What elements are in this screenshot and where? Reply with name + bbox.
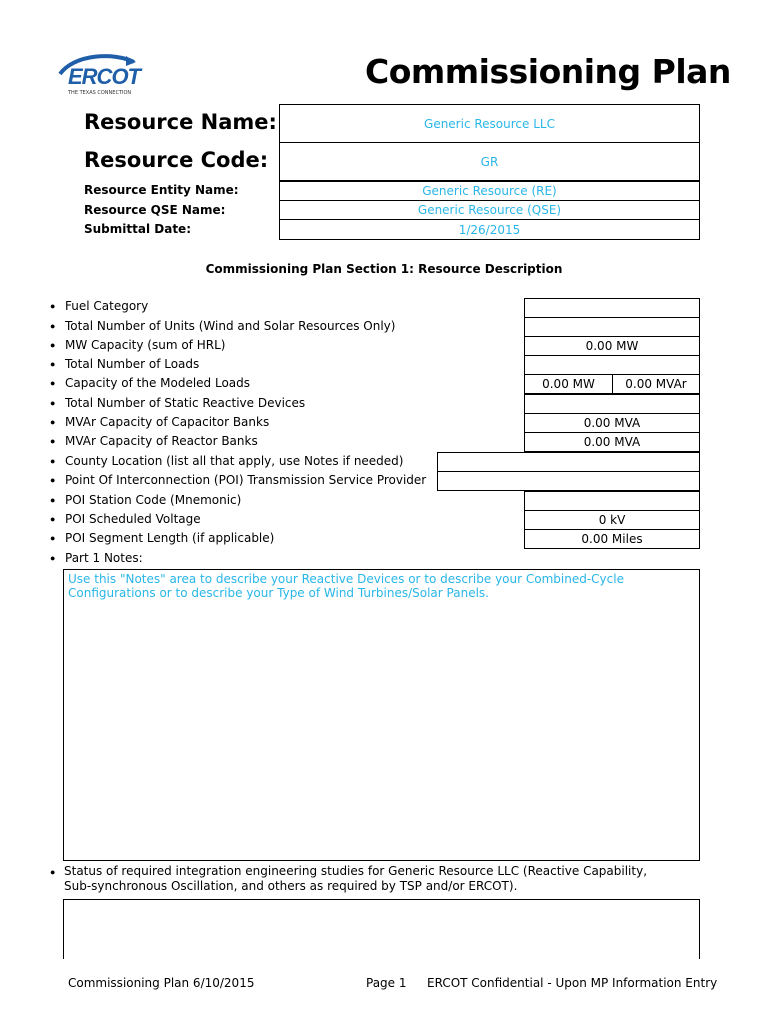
- modeled-loads-mw-field[interactable]: 0.00 MW: [524, 374, 613, 394]
- bullet-icon: ●: [50, 553, 56, 563]
- poi-station-code-field[interactable]: [524, 491, 700, 511]
- page-title: Commissioning Plan: [365, 52, 731, 91]
- resource-code-field[interactable]: GR: [279, 142, 700, 181]
- bullet-icon: ●: [50, 340, 56, 350]
- poi-voltage-field[interactable]: 0 kV: [524, 510, 700, 530]
- list-item-capacitor-banks: ● MVAr Capacity of Capacitor Banks: [50, 415, 270, 429]
- entity-name-label: Resource Entity Name:: [84, 183, 239, 197]
- list-item-poi-voltage: ● POI Scheduled Voltage: [50, 512, 201, 526]
- bullet-icon: ●: [50, 456, 56, 466]
- poi-tsp-field[interactable]: [437, 471, 700, 491]
- list-item-modeled-loads: ● Capacity of the Modeled Loads: [50, 376, 251, 390]
- list-item-mw-capacity: ● MW Capacity (sum of HRL): [50, 338, 226, 352]
- list-item-poi-tsp: ● Point Of Interconnection (POI) Transmission Service Provider: [50, 473, 427, 487]
- footer-left: Commissioning Plan 6/10/2015: [68, 976, 255, 990]
- county-location-field[interactable]: [437, 452, 700, 472]
- resource-name-label: Resource Name:: [84, 110, 277, 134]
- bullet-icon: ●: [50, 398, 56, 408]
- static-reactive-devices-field[interactable]: [524, 394, 700, 414]
- bullet-icon: ●: [50, 321, 56, 331]
- poi-segment-length-field[interactable]: 0.00 Miles: [524, 529, 700, 549]
- reactor-banks-field[interactable]: 0.00 MVA: [524, 432, 700, 452]
- bullet-icon: ●: [50, 436, 56, 446]
- list-item-part1-notes: ● Part 1 Notes:: [50, 551, 143, 565]
- submittal-date-label: Submittal Date:: [84, 222, 191, 236]
- list-item-reactor-banks: ● MVAr Capacity of Reactor Banks: [50, 434, 258, 448]
- fuel-category-field[interactable]: [524, 298, 700, 318]
- qse-name-label: Resource QSE Name:: [84, 203, 226, 217]
- logo-text: ERCOT: [68, 64, 140, 89]
- mw-capacity-field[interactable]: 0.00 MW: [524, 336, 700, 356]
- bullet-icon: ●: [50, 378, 56, 388]
- bullet-icon: ●: [50, 514, 56, 524]
- ercot-logo: [54, 52, 138, 102]
- total-units-field[interactable]: [524, 317, 700, 337]
- entity-name-field[interactable]: Generic Resource (RE): [279, 181, 700, 201]
- footer-confidential: ERCOT Confidential - Upon MP Information Entry: [427, 976, 718, 990]
- resource-code-label: Resource Code:: [84, 148, 269, 172]
- bullet-icon: ●: [50, 475, 56, 485]
- footer-page-number: Page 1: [366, 976, 407, 990]
- total-loads-field[interactable]: [524, 355, 700, 375]
- part1-notes-textarea[interactable]: Use this "Notes" area to describe your Reactive Devices or to describe your Combined-Cycle Configurations or to describe your Type of Wind Turbines/Solar Panels.: [63, 569, 700, 861]
- section-1-title: Commissioning Plan Section 1: Resource Description: [205, 262, 563, 276]
- list-item-static-reactive-devices: ● Total Number of Static Reactive Devices: [50, 396, 306, 410]
- list-item-county-location: ● County Location (list all that apply, use Notes if needed): [50, 454, 404, 468]
- capacitor-banks-field[interactable]: 0.00 MVA: [524, 413, 700, 433]
- list-item-fuel-category: ● Fuel Category: [50, 299, 149, 313]
- submittal-date-field[interactable]: 1/26/2015: [279, 219, 700, 240]
- bullet-icon: ●: [50, 301, 56, 311]
- list-item-poi-station-code: ● POI Station Code (Mnemonic): [50, 493, 242, 507]
- list-item-total-loads: ● Total Number of Loads: [50, 357, 200, 371]
- bullet-icon: ●: [50, 359, 56, 369]
- studies-status-field[interactable]: [63, 899, 700, 959]
- list-item-poi-segment-length: ● POI Segment Length (if applicable): [50, 531, 275, 545]
- list-item-total-units: ● Total Number of Units (Wind and Solar Resources Only): [50, 319, 396, 333]
- bullet-icon: ●: [50, 417, 56, 427]
- bullet-icon: ●: [50, 495, 56, 505]
- studies-status-text: Status of required integration engineering studies for Generic Resource LLC (Reactive Capability, Sub-synchronous Oscillation, and others as required by TSP and/or ERCOT).: [64, 864, 648, 893]
- resource-name-field[interactable]: Generic Resource LLC: [279, 104, 700, 143]
- logo-subtext: THE TEXAS CONNECTION: [68, 90, 132, 96]
- qse-name-field[interactable]: Generic Resource (QSE): [279, 200, 700, 220]
- modeled-loads-mvar-field[interactable]: 0.00 MVAr: [612, 374, 700, 394]
- bullet-icon: ●: [50, 533, 56, 543]
- status-bullet-row: [50, 863, 65, 881]
- bullet-icon: ●: [50, 867, 56, 877]
